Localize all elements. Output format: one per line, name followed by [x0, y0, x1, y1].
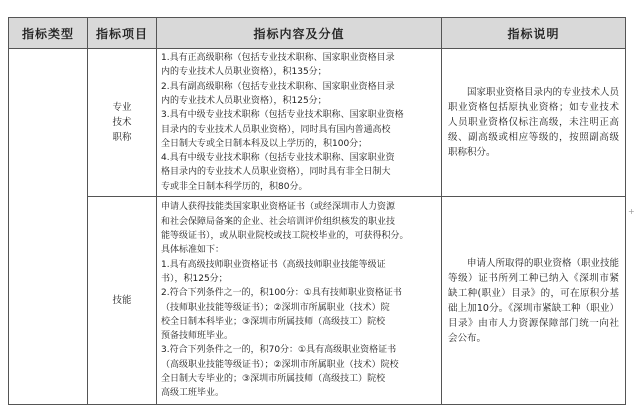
content-line: 1.具有正高级职称（包括专业技术职称、国家职业资格目录: [161, 53, 395, 64]
content-line: 目录内的专业技术人员职业资格），同时具有国内普通高校: [161, 124, 391, 135]
note-line: 业）目录》的，可在原积分基础上加10分。《深圳: [448, 287, 619, 314]
content-line: 高级工班毕业。: [161, 388, 225, 399]
note-line: 级）证书所列工种已纳入《深圳市紧缺工种(职: [448, 272, 619, 299]
content-line: 校全日制本科毕业；③深圳市所属技师（高级技工）院校: [161, 316, 386, 327]
item-line: 专业: [112, 102, 132, 113]
content-line: 1.具有高级技师职业资格证书（高级技师职业技能等级证: [161, 259, 386, 270]
content-line: 内的专业技术人员职业资格），积135分；: [161, 67, 327, 78]
header-type: 指标类型: [9, 18, 88, 49]
note-cell: [442, 197, 626, 405]
content-line: 专或非全日制本科学历的，积80分。: [161, 181, 308, 192]
item-cell: [88, 197, 157, 405]
header-row: [9, 18, 626, 49]
note-line: 应等级的，按照副高级职称积分。: [448, 132, 619, 158]
content-line: 能等级证书），或从职业院校或技工院校毕业的，可获得积分。: [161, 231, 409, 242]
header-item: 指标项目: [88, 18, 157, 49]
note-line: 市紧缺工种（职业）目录》由市人力资源保: [448, 302, 619, 329]
table-row: [9, 49, 626, 197]
note-text: [442, 256, 625, 346]
note-line: 申请人所取得的职业资格（职业技能等: [448, 257, 620, 284]
content-line: 申请人获得技能类国家职业资格证书（或经深圳市人力资源: [161, 202, 396, 213]
note-line: 国家职业资格目录内的专业技术人员职: [448, 87, 620, 113]
content-cell: [157, 197, 442, 405]
content-line: 书），积125分；: [161, 273, 228, 284]
header-note: 指标说明: [442, 18, 626, 49]
item-line: 技能: [112, 295, 132, 306]
note-line: 业资格包括原执业资格；如专业技术人员职: [448, 102, 619, 128]
header-content: 指标内容及分值: [157, 18, 442, 49]
content-line: 格目录内的专业技术人员职业资格），同时具有非全日制大: [161, 167, 391, 178]
item-line: 职称: [112, 132, 132, 143]
table-row: [9, 197, 626, 405]
content-line: 具体标准如下：: [161, 245, 225, 256]
content-line: 全日制大专毕业的；③深圳市所属技师（高级技工）院校: [161, 373, 386, 384]
content-cell: [157, 49, 442, 197]
content-line: 3.具有中级专业技术职称（包括专业技术职称、国家职业资格: [161, 110, 404, 121]
content-line: （高级职业技能等级证书）；②深圳市所属职业（技术）院校: [161, 359, 399, 370]
content-line: （技师职业技能等级证书）；②深圳市所属职业（技术）院: [161, 302, 390, 313]
item-line: 技术: [112, 117, 132, 128]
indicator-table: [8, 17, 626, 405]
note-cell: [442, 49, 626, 197]
content-line: 4.具有中级专业技术职称（包括专业技术职称、国家职业资: [161, 153, 395, 164]
note-line: 业资格仅标注高级，未注明正高级、副高级或相: [448, 117, 619, 143]
content-line: 2.符合下列条件之一的，积100分：①具有技师职业资格证书: [161, 288, 402, 299]
item-cell: [88, 49, 157, 197]
note-line: 障部门统一向社会公布。: [448, 317, 619, 344]
margin-plus-marker: +: [628, 207, 635, 216]
content-line: 预备技师班毕业。: [161, 331, 234, 342]
content-line: 内的专业技术人员职业资格），积125分；: [161, 95, 327, 106]
content-line: 全日制大专或全日制本科及以上学历的，积100分；: [161, 138, 368, 149]
content-line: 和社会保障局备案的企业、社会培训评价组织核发的职业技: [161, 216, 396, 227]
content-line: 2.具有副高级职称（包括专业技术职称、国家职业资格目录: [161, 81, 395, 92]
content-line: 3.符合下列条件之一的，积70分：①具有高级职业资格证书: [161, 345, 397, 356]
type-cell: [9, 49, 88, 405]
note-text: [442, 85, 625, 160]
